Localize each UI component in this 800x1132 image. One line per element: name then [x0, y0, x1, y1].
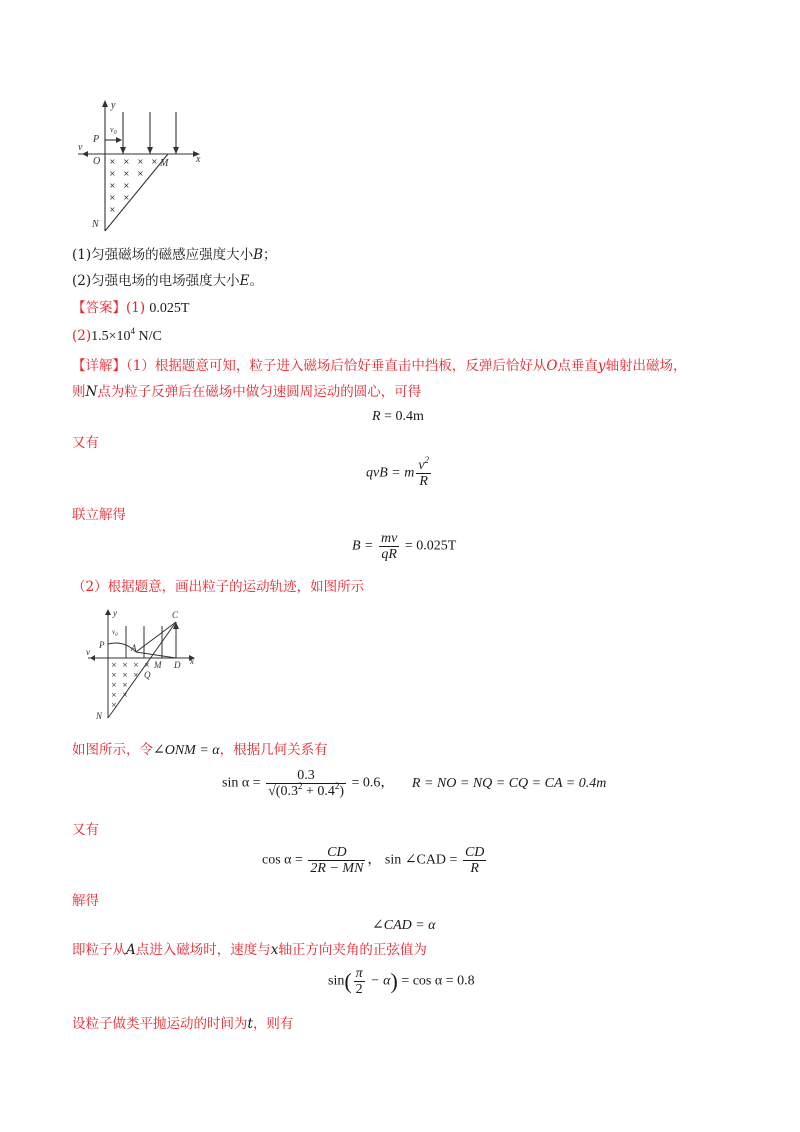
- svg-text:×: ×: [144, 661, 150, 669]
- question-1: (1)匀强磁场的磁感应强度大小B；: [72, 247, 277, 263]
- svg-text:×: ×: [111, 671, 117, 679]
- svg-text:×: ×: [109, 169, 116, 178]
- solve-2: 解得: [72, 893, 99, 909]
- fig2-label-q: Q: [144, 670, 151, 680]
- svg-text:×: ×: [122, 671, 128, 679]
- svg-text:×: ×: [123, 157, 130, 166]
- svg-text:×: ×: [122, 691, 128, 699]
- fig2-label-m: M: [154, 660, 162, 670]
- fig1-label-o: O: [93, 156, 101, 167]
- svg-text:×: ×: [151, 157, 158, 166]
- fig2-label-v: v: [86, 647, 90, 657]
- svg-text:×: ×: [109, 157, 116, 166]
- fig2-intro: 如图所示，令∠ONM = α，根据几何关系有: [72, 742, 328, 758]
- svg-text:×: ×: [123, 181, 130, 190]
- svg-text:×: ×: [109, 205, 116, 214]
- svg-text:×: ×: [137, 157, 144, 166]
- svg-text:×: ×: [122, 681, 128, 689]
- svg-text:×: ×: [111, 691, 117, 699]
- question-2: (2)匀强电场的电场强度大小E。: [72, 273, 263, 289]
- answer-part-2: $(2)1.5\times 10^4$ N/C: [72, 326, 162, 344]
- fig1-label-p: P: [93, 134, 100, 145]
- svg-text:×: ×: [111, 681, 117, 689]
- analysis-part-2: （2）根据题意，画出粒子的运动轨迹，如图所示: [72, 579, 365, 595]
- fig2-label-d: D: [174, 660, 181, 670]
- figure-2-trajectory-diagram: [84, 606, 204, 726]
- svg-text:×: ×: [133, 671, 139, 679]
- svg-text:×: ×: [122, 661, 128, 669]
- fig2-label-a: A: [131, 643, 137, 653]
- again-2: 又有: [72, 822, 99, 838]
- svg-text:×: ×: [111, 661, 117, 669]
- svg-text:×: ×: [111, 701, 117, 709]
- fig2-label-y: y: [113, 608, 117, 618]
- fig1-label-m: M: [160, 158, 169, 169]
- svg-text:×: ×: [133, 661, 139, 669]
- equation-sin-alpha: sin α = $\frac{0.3}{√(0.3^2 + 0.4^2)}$ = 0.6， R = NO = NQ = CQ = CA = 0.4m: [222, 768, 607, 799]
- svg-text:×: ×: [123, 193, 130, 202]
- equation-lorentz-force: qvB = m $\frac{v^2}{R}$: [366, 455, 430, 489]
- svg-text:×: ×: [123, 169, 130, 178]
- analysis-line-1: 【详解】（1）根据题意可知，粒子进入磁场后恰好垂直击中挡板，反弹后恰好从O点垂直y轴射出磁场，: [72, 358, 687, 374]
- equation-sin-complement: sin( $\frac{\pi}{2}$ − α) = cos α = 0.8: [328, 966, 475, 997]
- svg-text:×: ×: [109, 181, 116, 190]
- fig2-label-p: P: [99, 640, 105, 650]
- fig1-label-v: v: [78, 142, 83, 153]
- svg-text:×: ×: [137, 169, 144, 178]
- equation-angle-cad: ∠CAD = α: [372, 918, 436, 933]
- equation-cos-alpha: cos α = $\frac{CD}{2R - MN}$ ， sin ∠CAD = $\frac{CD}{R}$: [262, 845, 485, 876]
- fig2-label-v0: $v_0$: [112, 628, 118, 638]
- fig2-label-x: x: [190, 656, 194, 666]
- equation-radius: R = 0.4m: [372, 409, 424, 424]
- again-1: 又有: [72, 435, 99, 451]
- figure-1-field-diagram: [78, 96, 208, 236]
- analysis-line-2: 则N点为粒子反弹后在磁场中做匀速圆周运动的圆心，可得: [72, 384, 422, 400]
- last-line: 设粒子做类平抛运动的时间为t，则有: [72, 1016, 294, 1032]
- fig1-magnetic-crosses: [109, 157, 158, 214]
- equation-b-field: B = $\frac{mv}{qR}$ = 0.025T: [352, 531, 457, 562]
- answer-part-1: 【答案】(1) 0.025T: [72, 300, 190, 316]
- fig2-magnetic-crosses: [111, 661, 150, 709]
- fig2-label-n: N: [96, 711, 103, 721]
- fig1-label-n: N: [92, 219, 99, 230]
- solve-1: 联立解得: [72, 507, 126, 523]
- line-point-a: 即粒子从A点进入磁场时，速度与x轴正方向夹角的正弦值为: [72, 942, 427, 958]
- fig1-label-v0: $v_0$: [110, 125, 117, 136]
- fig2-label-c: C: [172, 610, 179, 620]
- fig1-label-y: y: [111, 100, 116, 111]
- svg-text:×: ×: [109, 193, 116, 202]
- fig1-label-x: x: [196, 154, 201, 165]
